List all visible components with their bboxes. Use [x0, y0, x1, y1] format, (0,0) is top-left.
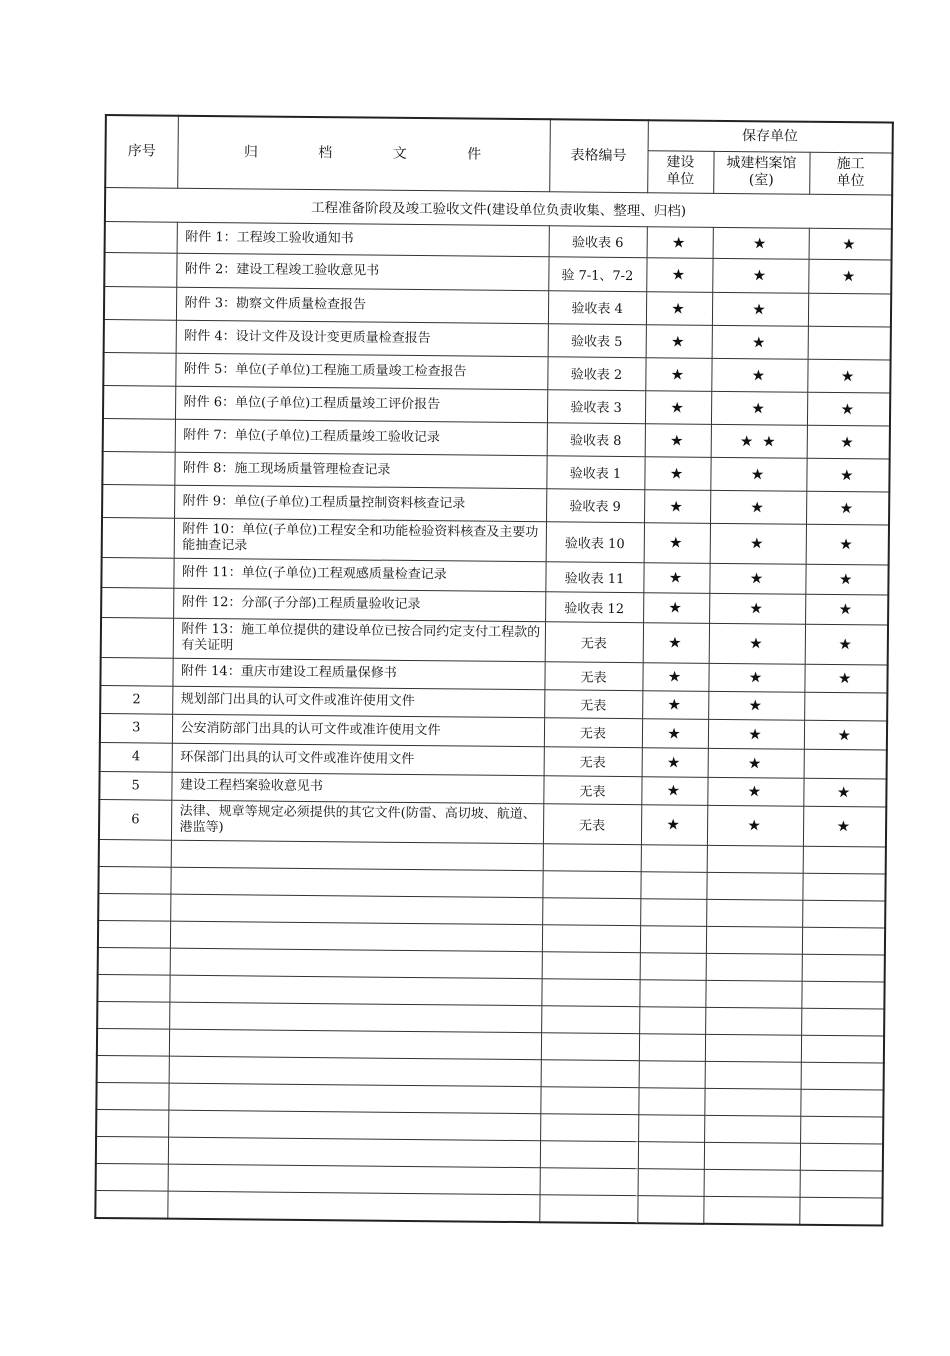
row-document-name: 附件 7：单位(子单位)工程质量竣工验收记录: [175, 419, 547, 456]
row-seq: 2: [100, 685, 172, 714]
blank-cell: [97, 974, 169, 1002]
row-document-name: 附件 13：施工单位提供的建设单位已按合同约定支付工程款的有关证明: [173, 618, 545, 662]
row-build-unit-mark: ★: [645, 390, 711, 424]
row-construct-unit-mark: ★: [806, 458, 889, 492]
row-form-no: 验收表 4: [548, 290, 646, 324]
blank-cell: [800, 1089, 883, 1117]
blank-cell: [540, 1086, 638, 1114]
blank-cell: [541, 978, 639, 1006]
row-build-unit-mark: ★: [642, 690, 708, 719]
blank-cell: [170, 948, 542, 979]
row-document-name: 公安消防部门出具的认可文件或准许使用文件: [172, 714, 544, 747]
row-construct-unit-mark: ★: [809, 228, 892, 260]
row-form-no: 验 7-1、7-2: [548, 256, 646, 291]
row-document-name: 规划部门出具的认可文件或准许使用文件: [172, 686, 544, 718]
blank-cell: [803, 846, 886, 874]
row-document-name: 附件 11：单位(子单位)工程观感质量检查记录: [173, 558, 545, 592]
row-seq: [103, 418, 175, 452]
blank-cell: [96, 1136, 168, 1164]
blank-cell: [95, 1190, 167, 1218]
row-construct-unit-mark: [808, 326, 891, 360]
blank-cell: [639, 1033, 705, 1061]
blank-cell: [96, 1163, 168, 1191]
row-seq: [101, 557, 173, 588]
row-document-name: 附件 8：施工现场质量管理检查记录: [174, 452, 546, 489]
blank-cell: [705, 1007, 801, 1035]
blank-cell: [168, 1164, 540, 1195]
blank-cell: [170, 867, 542, 898]
row-seq: 6: [99, 799, 171, 840]
row-archive-unit-mark: ★: [711, 358, 807, 392]
blank-cell: [801, 1062, 884, 1090]
blank-cell: [543, 843, 641, 871]
blank-cell: [540, 1113, 638, 1141]
row-form-no: 无表: [543, 803, 641, 844]
row-document-name: 环保部门出具的认可文件或准许使用文件: [172, 743, 544, 776]
row-archive-unit-mark: ★: [712, 292, 808, 326]
row-seq: 4: [100, 742, 172, 772]
row-document-name: 附件 2：建设工程竣工验收意见书: [176, 253, 548, 291]
row-document-name: 法律、规章等规定必须提供的其它文件(防雷、高切坡、航道、港监等): [171, 800, 543, 844]
blank-cell: [639, 979, 705, 1007]
row-construct-unit-mark: [804, 692, 887, 721]
header-document: 归 档 文 件: [177, 116, 550, 192]
row-build-unit-mark: ★: [645, 423, 711, 457]
row-form-no: 验收表 6: [549, 225, 647, 257]
row-archive-unit-mark: ★: [709, 593, 805, 624]
blank-cell: [169, 1029, 541, 1060]
row-construct-unit-mark: ★: [805, 624, 888, 665]
row-archive-unit-mark: ★: [712, 325, 808, 359]
blank-cell: [171, 840, 543, 871]
row-archive-unit-mark: ★: [707, 805, 803, 846]
row-construct-unit-mark: ★: [804, 720, 887, 750]
row-build-unit-mark: ★: [641, 804, 707, 845]
header-seq: 序号: [105, 115, 178, 188]
blank-cell: [801, 981, 884, 1009]
row-build-unit-mark: ★: [642, 747, 708, 777]
row-document-name: 附件 4：设计文件及设计变更质量检查报告: [176, 320, 548, 357]
blank-cell: [802, 873, 885, 901]
blank-cell: [97, 1055, 169, 1083]
row-form-no: 无表: [544, 746, 642, 776]
row-build-unit-mark: ★: [646, 324, 712, 358]
blank-cell: [640, 871, 706, 899]
row-build-unit-mark: ★: [645, 357, 711, 391]
blank-cell: [540, 1140, 638, 1168]
row-document-name: 附件 9：单位(子单位)工程质量控制资料核查记录: [174, 485, 546, 522]
blank-cell: [542, 870, 640, 898]
blank-cell: [541, 1032, 639, 1060]
blank-cell: [96, 1082, 168, 1110]
blank-cell: [99, 839, 171, 867]
blank-cell: [802, 927, 885, 955]
row-seq: [104, 286, 176, 320]
blank-cell: [98, 866, 170, 894]
row-form-no: 验收表 10: [546, 521, 644, 562]
blank-cell: [637, 1195, 703, 1223]
row-document-name: 附件 12：分部(子分部)工程质量验收记录: [173, 588, 545, 622]
row-document-name: 附件 3：勘察文件质量检查报告: [176, 287, 548, 324]
blank-cell: [800, 1143, 883, 1171]
blank-cell: [799, 1197, 882, 1225]
row-form-no: 验收表 8: [547, 422, 645, 456]
row-build-unit-mark: ★: [644, 489, 710, 523]
row-archive-unit-mark: ★: [709, 563, 805, 594]
row-seq: [100, 657, 172, 686]
row-form-no: 验收表 3: [547, 389, 645, 423]
row-build-unit-mark: ★: [646, 291, 712, 325]
row-form-no: 无表: [543, 775, 641, 804]
row-construct-unit-mark: ★: [807, 392, 890, 426]
blank-cell: [707, 845, 803, 873]
blank-cell: [540, 1167, 638, 1195]
row-build-unit-mark: ★: [644, 522, 710, 563]
row-archive-unit-mark: ★: [710, 523, 806, 564]
row-seq: [103, 352, 175, 386]
row-build-unit-mark: ★: [643, 592, 709, 623]
row-seq: [101, 587, 173, 618]
row-construct-unit-mark: [804, 749, 887, 779]
blank-cell: [169, 975, 541, 1006]
row-construct-unit-mark: ★: [804, 664, 887, 693]
blank-cell: [168, 1083, 540, 1114]
row-form-no: 验收表 11: [545, 561, 643, 592]
blank-cell: [638, 1168, 704, 1196]
blank-cell: [96, 1109, 168, 1137]
blank-cell: [541, 1059, 639, 1087]
blank-cell: [170, 921, 542, 952]
row-archive-unit-mark: ★: [710, 457, 806, 491]
row-construct-unit-mark: ★: [806, 524, 889, 565]
blank-cell: [97, 1001, 169, 1029]
blank-cell: [639, 1060, 705, 1088]
blank-cell: [539, 1194, 637, 1222]
row-form-no: 验收表 1: [546, 455, 644, 489]
row-archive-unit-mark: ★: [708, 663, 804, 692]
row-archive-unit-mark: ★: [708, 719, 804, 749]
row-seq: [104, 319, 176, 353]
row-form-no: 无表: [545, 621, 643, 662]
row-form-no: 无表: [544, 689, 642, 718]
header-storage-unit: 保存单位: [648, 120, 893, 152]
row-form-no: 验收表 12: [545, 591, 643, 622]
blank-cell: [168, 1137, 540, 1168]
blank-cell: [542, 951, 640, 979]
blank-cell: [640, 898, 706, 926]
row-archive-unit-mark: ★ ★: [711, 424, 807, 458]
row-build-unit-mark: ★: [643, 562, 709, 593]
blank-cell: [705, 1061, 801, 1089]
row-construct-unit-mark: ★: [805, 594, 888, 625]
blank-cell: [801, 1035, 884, 1063]
blank-cell: [802, 900, 885, 928]
blank-cell: [169, 1002, 541, 1033]
row-build-unit-mark: ★: [642, 718, 708, 748]
row-seq: 3: [100, 713, 172, 743]
blank-cell: [638, 1114, 704, 1142]
blank-cell: [705, 1034, 801, 1062]
blank-cell: [706, 953, 802, 981]
row-form-no: 验收表 5: [548, 323, 646, 357]
blank-cell: [541, 1005, 639, 1033]
row-construct-unit-mark: [808, 293, 891, 327]
blank-cell: [704, 1088, 800, 1116]
row-seq: [103, 385, 175, 419]
blank-cell: [639, 1006, 705, 1034]
row-document-name: 附件 14：重庆市建设工程质量保修书: [172, 658, 544, 690]
row-document-name: 建设工程档案验收意见书: [171, 772, 543, 804]
blank-cell: [706, 899, 802, 927]
row-seq: [102, 484, 174, 518]
row-form-no: 验收表 2: [547, 356, 645, 390]
blank-cell: [542, 924, 640, 952]
blank-cell: [704, 1169, 800, 1197]
section-title: 工程准备阶段及竣工验收文件(建设单位负责收集、整理、归档): [105, 187, 892, 229]
row-seq: [102, 517, 174, 558]
row-build-unit-mark: ★: [647, 226, 713, 258]
row-archive-unit-mark: ★: [710, 490, 806, 524]
blank-cell: [168, 1110, 540, 1141]
row-construct-unit-mark: ★: [803, 778, 886, 807]
row-seq: [101, 617, 173, 658]
row-construct-unit-mark: ★: [807, 425, 890, 459]
blank-cell: [638, 1087, 704, 1115]
blank-cell: [98, 947, 170, 975]
header-archive-unit: 城建档案馆 (室): [713, 151, 809, 194]
blank-cell: [542, 897, 640, 925]
row-seq: 5: [99, 771, 171, 800]
blank-cell: [703, 1196, 799, 1224]
row-form-no: 无表: [544, 661, 642, 690]
row-document-name: 附件 1：工程竣工验收通知书: [177, 222, 549, 257]
header-form-no: 表格编号: [549, 119, 648, 192]
blank-cell: [640, 925, 706, 953]
row-document-name: 附件 6：单位(子单位)工程质量竣工评价报告: [175, 386, 547, 423]
blank-cell: [98, 920, 170, 948]
row-build-unit-mark: ★: [646, 257, 712, 292]
blank-cell: [704, 1142, 800, 1170]
row-build-unit-mark: ★: [644, 456, 710, 490]
blank-cell: [706, 872, 802, 900]
row-archive-unit-mark: ★: [709, 623, 805, 664]
blank-cell: [800, 1116, 883, 1144]
archive-document-table: [94, 114, 894, 1226]
row-construct-unit-mark: ★: [806, 491, 889, 525]
blank-cell: [97, 1028, 169, 1056]
blank-cell: [704, 1115, 800, 1143]
row-archive-unit-mark: ★: [711, 391, 807, 425]
row-construct-unit-mark: ★: [803, 806, 886, 847]
blank-cell: [169, 1056, 541, 1087]
row-document-name: 附件 10：单位(子单位)工程安全和功能检验资料核查及主要功能抽查记录: [174, 518, 546, 562]
row-build-unit-mark: ★: [641, 776, 707, 805]
blank-cell: [640, 952, 706, 980]
row-seq: [105, 221, 177, 253]
row-archive-unit-mark: ★: [708, 748, 804, 778]
row-archive-unit-mark: ★: [707, 777, 803, 806]
blank-cell: [167, 1191, 539, 1222]
row-construct-unit-mark: ★: [807, 359, 890, 393]
blank-cell: [638, 1141, 704, 1169]
row-seq: [104, 252, 176, 287]
row-construct-unit-mark: ★: [805, 564, 888, 595]
row-archive-unit-mark: ★: [708, 691, 804, 720]
row-document-name: 附件 5：单位(子单位)工程施工质量竣工检查报告: [175, 353, 547, 390]
row-construct-unit-mark: ★: [808, 259, 891, 294]
row-archive-unit-mark: ★: [712, 258, 808, 293]
blank-cell: [800, 1170, 883, 1198]
blank-cell: [706, 926, 802, 954]
blank-cell: [170, 894, 542, 925]
row-seq: [102, 451, 174, 485]
row-build-unit-mark: ★: [643, 622, 709, 663]
row-build-unit-mark: ★: [642, 662, 708, 691]
row-archive-unit-mark: ★: [713, 227, 809, 259]
blank-cell: [98, 893, 170, 921]
blank-cell: [705, 980, 801, 1008]
header-construct-unit: 施工 单位: [809, 152, 892, 195]
header-build-unit: 建设 单位: [647, 150, 713, 193]
row-form-no: 验收表 9: [546, 488, 644, 522]
blank-cell: [801, 1008, 884, 1036]
blank-cell: [802, 954, 885, 982]
row-form-no: 无表: [544, 717, 642, 747]
blank-cell: [641, 844, 707, 872]
